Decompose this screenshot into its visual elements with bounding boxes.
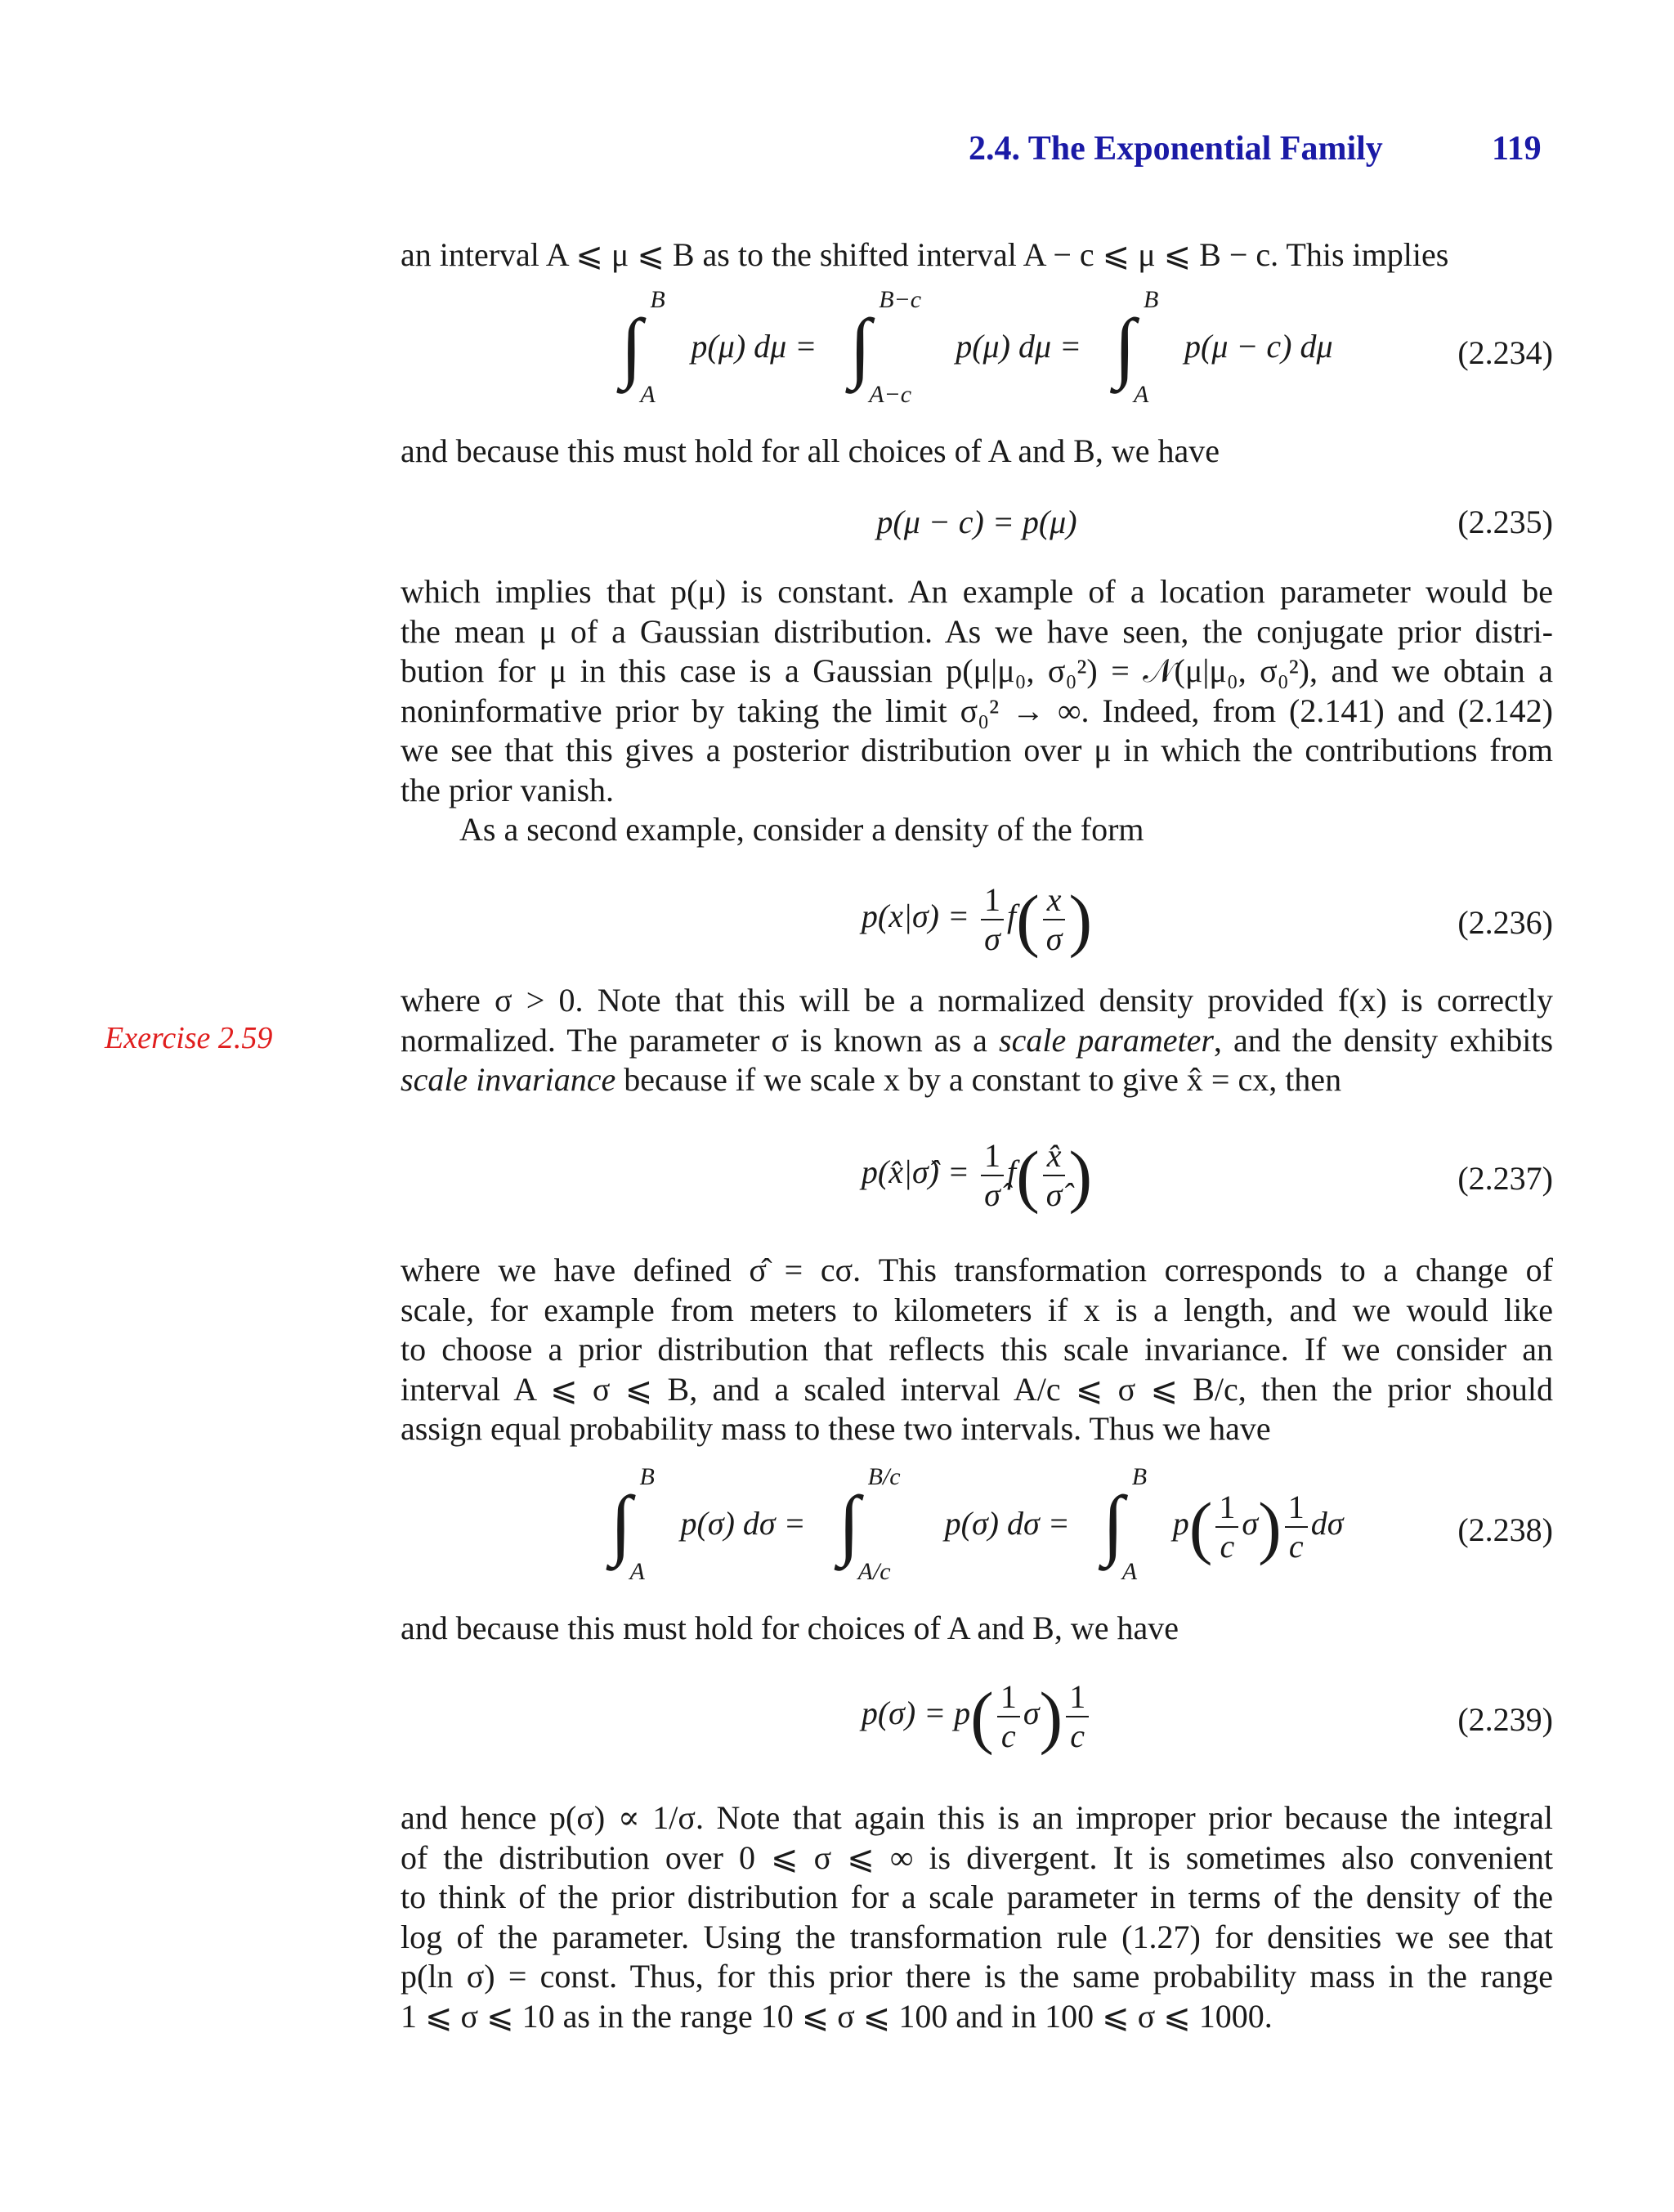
text-line: we see that this gives a posterior distribution over μ in which the contributions from [401,732,1553,768]
equation-number: (2.235) [1457,504,1553,540]
term-scale-parameter: scale parameter [999,1021,1214,1059]
fraction: $\frac{1}{\sigmâ}$ [981,1137,1004,1214]
text-line: normalized. The parameter σ is known as a scale parameter, and the density exhibits [401,1021,1554,1059]
paragraph-7 [401,1798,1553,2036]
text-line: an interval A ⩽ μ ⩽ B as to the shifted interval A − c ⩽ μ ⩽ B − c. This implies [401,236,1449,273]
text-line: assign equal probability mass to these two intervals. Thus we have [401,1410,1271,1447]
equation-2-234 [401,286,1553,408]
fraction: $\frac{1}{c}$ [1215,1489,1238,1565]
text-line: and hence p(σ) ∝ 1/σ. Note that again this is an improper prior because the integral [401,1799,1553,1836]
equation-body: p(σ) = p( $\frac{1}{c}$ σ) $\frac{1}{c}$ [401,1676,1553,1758]
text-line: 1 ⩽ σ ⩽ 10 as in the range 10 ⩽ σ ⩽ 100 and in 100 ⩽ σ ⩽ 1000. [401,1997,1273,2035]
paragraph-5 [401,1251,1553,1449]
text-line: of the distribution over 0 ⩽ σ ⩽ ∞ is divergent. It is sometimes also convenient [401,1838,1553,1876]
fraction: $\frac{1}{c}$ [1285,1489,1308,1565]
fraction: $\frac{1}{c}$ [997,1678,1020,1755]
text-line: which implies that p(μ) is constant. An example of a location parameter would be [401,573,1553,610]
text-line: and because this must hold for choices of A and B, we have [401,1610,1179,1646]
paragraph-1 [401,235,1553,275]
equation-number: (2.238) [1457,1511,1553,1548]
text-line: the mean μ of a Gaussian distribution. As we have seen, the conjugate prior distri- [401,612,1553,650]
text-line: to choose a prior distribution that reflects this scale invariance. If we consider an [401,1331,1553,1368]
text-line: scale invariance because if we scale x by a constant to give x̂ = cx, then [401,1061,1342,1098]
equation-body: p(μ − c) = p(μ) [876,504,1077,540]
page-number: 119 [1492,130,1542,168]
margin-exercise-link[interactable]: Exercise 2.59 [105,1021,273,1055]
text-line: to think of the prior distribution for a scale parameter in terms of the density of the [401,1878,1553,1915]
text-line: log of the parameter. Using the transformation rule (1.27) for densities we see that [401,1918,1553,1955]
equation-body: ∫ B A p(σ) dσ = ∫ B/c A/c p(σ) dσ = ∫ B A p( $\frac{1}{c}$ σ) $\frac{1}{c}$ dσ [610,1463,1344,1585]
equation-2-235 [401,503,1553,544]
integral-sign: ∫ B−c A−c [849,286,922,408]
fraction: $\frac{1}{c}$ [1066,1678,1089,1755]
equation-number: (2.239) [1457,1701,1553,1738]
equation-number: (2.237) [1457,1160,1553,1197]
equation-number: (2.236) [1457,904,1553,941]
paragraph-4 [401,981,1553,1100]
fraction: $\frac{x}{\sigma}$ [1043,881,1066,958]
paragraph-6 [401,1609,1553,1649]
integral-sign: ∫ B/c A/c [838,1463,901,1585]
equation-2-238 [401,1463,1553,1585]
integral-sign: ∫ B A [620,286,665,408]
fraction: $\frac{1}{\sigma}$ [981,881,1004,958]
text-line: where we have defined σ̂ = cσ. This transformation corresponds to a change of [401,1252,1553,1288]
term-scale-invariance: scale invariance [401,1061,616,1098]
equation-body: p(x̂|σ̂) = $\frac{1}{\sigmâ}$ f( $\frac{x̂}{\sigmâ}$ ) [861,1136,1093,1215]
integral-sign: ∫ B A [1114,286,1159,408]
equation-body: p(x|σ) = $\frac{1}{\sigma}$ f( $\frac{x}{\sigma}$ ) [861,880,1093,959]
equation-number: (2.234) [1457,334,1553,371]
text-line: bution for μ in this case is a Gaussian p(μ|μ₀, σ₀²) = 𝒩(μ|μ₀, σ₀²), and we obtain a [401,652,1553,689]
equation-2-239 [401,1676,1553,1766]
text-line: and because this must hold for all choices of A and B, we have [401,432,1220,469]
text-line: As a second example, consider a density of the form [459,811,1144,848]
integral-sign: ∫ B A [610,1463,655,1585]
text-line: scale, for example from meters to kilometers if x is a length, and we would like [401,1291,1553,1328]
text-line: noninformative prior by taking the limit σ₀² → ∞. Indeed, from (2.141) and (2.142) [401,692,1553,729]
text-line: the prior vanish. [401,771,615,808]
paragraph-3 [401,572,1553,850]
text-line: where σ > 0. Note that this will be a normalized density provided f(x) is correctly [401,982,1553,1019]
equation-2-237 [401,1135,1553,1225]
equation-body: ∫ B A p(μ) dμ = ∫ B−c A−c p(μ) dμ = ∫ B A p(μ − c) dμ [620,286,1333,408]
fraction: $\frac{x̂}{\sigmâ}$ [1043,1137,1066,1214]
text-line: p(ln σ) = const. Thus, for this prior there is the same probability mass in the range [401,1958,1553,1995]
equation-2-236 [401,879,1553,969]
integral-sign: ∫ B A [1102,1463,1148,1585]
running-header-title: 2.4. The Exponential Family [969,130,1383,168]
paragraph-2 [401,432,1553,472]
text-line: interval A ⩽ σ ⩽ B, and a scaled interval A/c ⩽ σ ⩽ B/c, then the prior should [401,1370,1553,1408]
